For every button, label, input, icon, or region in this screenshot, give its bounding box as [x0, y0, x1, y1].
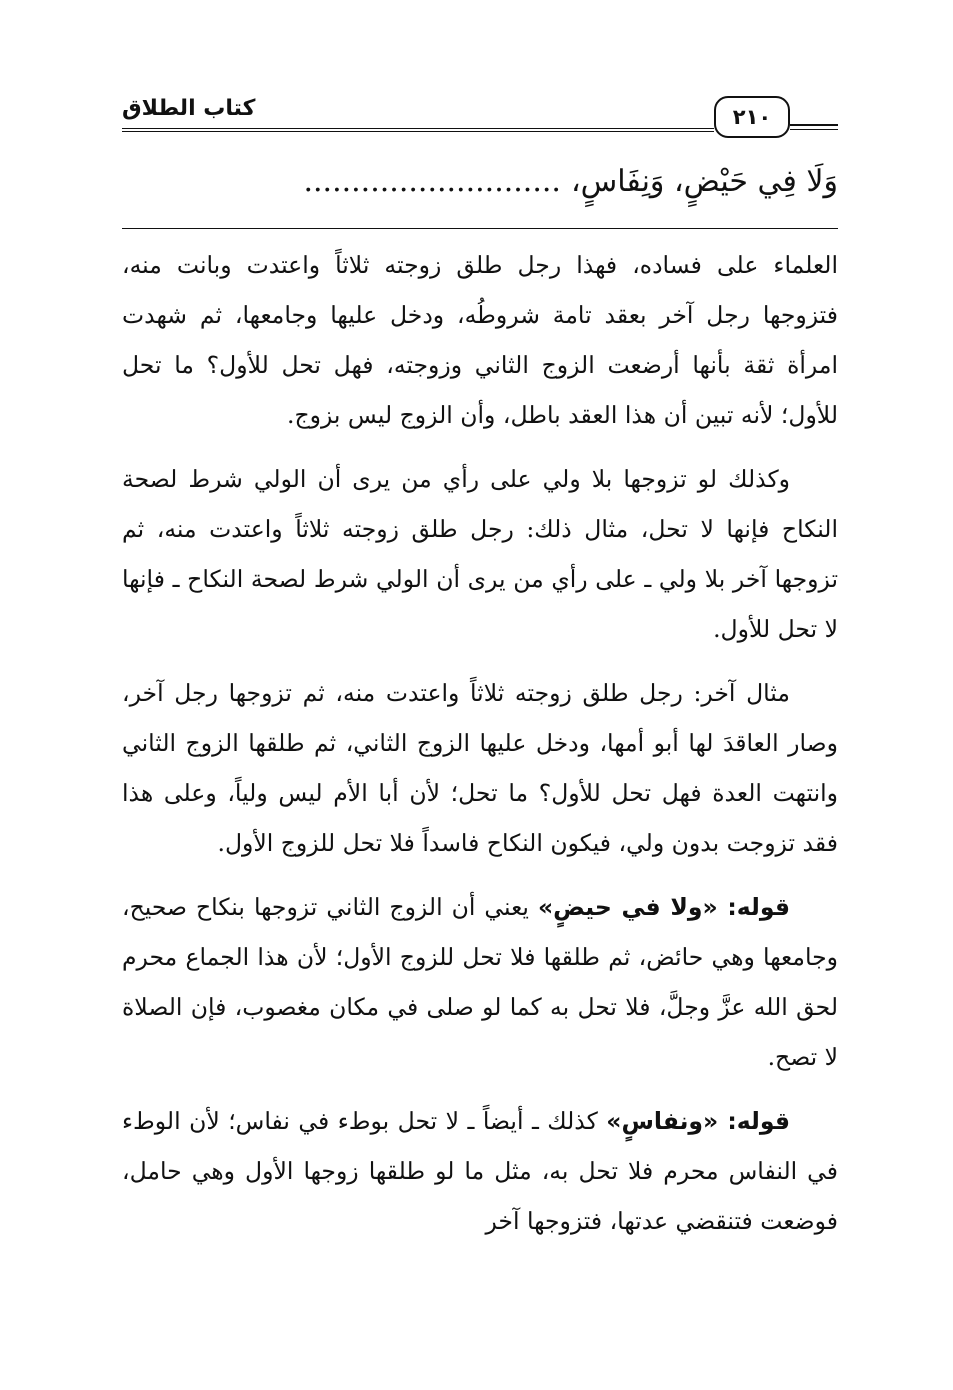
commentary-body	[122, 240, 838, 1260]
page-number: ٢١٠	[714, 96, 790, 138]
matn-line	[122, 152, 838, 212]
matn-text: وَلَا فِي حَيْضٍ، وَنِفَاسٍ،	[570, 164, 838, 199]
header-rule	[122, 128, 714, 132]
paragraph-text: وكذلك لو تزوجها بلا ولي على رأي من يرى أن الولي شرط لصحة النكاح فإنها لا تحل، مثال ذلك: رجل طلق زوجته ثلاثاً واعتدت منه، ثم تزوجها آخر بلا ولي ـ على رأي من يرى أن الولي شرط لصحة النكاح ـ فإنها لا تحل للأول.	[122, 465, 838, 643]
paragraph	[122, 1096, 838, 1246]
paragraph-text: يعني أن الزوج الثاني تزوجها بنكاح صحيح، وجامعها وهي حائض، ثم طلقها فلا تحل للزوج الأول؛ لأن هذا الجماع محرم لحق الله عزَّ وجلَّ، فلا تحل به كما لو صلى في مكان مغصوب، فإن الصلاة لا تصح.	[122, 893, 838, 1071]
paragraph	[122, 668, 838, 868]
page-header	[122, 92, 838, 142]
matn-dots: ...........................	[303, 164, 561, 199]
matn-divider	[122, 228, 838, 229]
paragraph	[122, 454, 838, 654]
paragraph	[122, 240, 838, 440]
paragraph-text: العلماء على فساده، فهذا رجل طلق زوجته ثلاثاً واعتدت وبانت منه، فتزوجها رجل آخر بعقد تامة شروطُه، ودخل عليها وجامعها، ثم شهدت امرأة ثقة بأنها أرضعت الزوج الثاني وزوجته، فهل تحل للأول؟ ما تحل للأول؛ لأنه تبين أن هذا العقد باطل، وأن الزوج ليس بزوج.	[122, 251, 838, 429]
paragraph-text: كذلك ـ أيضاً ـ لا تحل بوطء في نفاس؛ لأن الوطء في النفاس محرم فلا تحل به، مثل ما لو طلقها زوجها الأول وهي حامل، فوضعت فتنقضي عدتها، فتزوجها آخر	[122, 1107, 838, 1235]
quote-label: قوله: «ولا في حيضٍ»	[538, 893, 790, 921]
book-title: كتاب الطلاق	[122, 96, 256, 121]
quote-label: قوله: «ونفاسٍ»	[606, 1107, 791, 1135]
paragraph-text: مثال آخر: رجل طلق زوجته ثلاثاً واعتدت منه، ثم تزوجها رجل آخر، وصار العاقدَ لها أبو أمها، ودخل عليها الزوج الثاني، ثم طلقها الزوج الثاني وانتهت العدة فهل تحل للأول؟ ما تحل؛ لأن أبا الأم ليس ولياً، وعلى هذا فقد تزوجت بدون ولي، فيكون النكاح فاسداً فلا تحل للزوج الأول.	[122, 679, 838, 857]
paragraph	[122, 882, 838, 1082]
header-rule-short	[790, 124, 838, 130]
